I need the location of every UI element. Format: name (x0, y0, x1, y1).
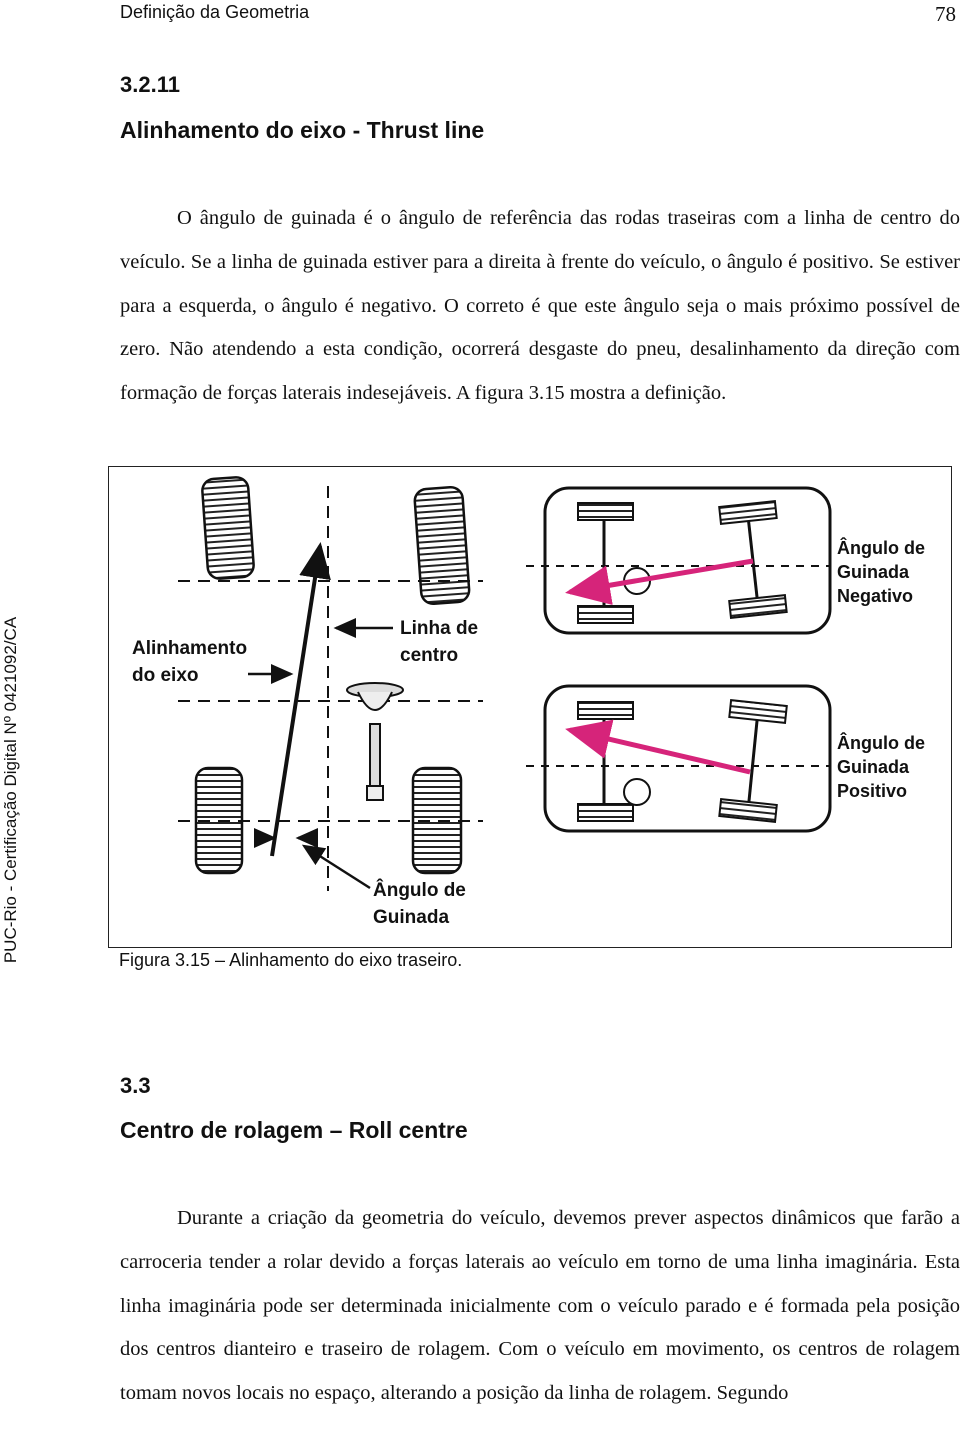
body-paragraph: O ângulo de guinada é o ângulo de referência das rodas traseiras com a linha de centro do veículo. Se a linha de guinada estiver para a direita à frente do veículo, o ângulo é positivo. Se estiver para a esquerda, o ângulo é negativo. O correto é que este ângulo seja o mais próximo possível de zero. Não atendendo a esta condição, ocorrerá desgaste do pneu, desalinhamento da direção com formação de forças laterais indesejáveis. A figura 3.15 mostra a definição. (120, 207, 960, 405)
running-header: Definição da Geometria (120, 2, 310, 22)
section-number: 3.2.11 (120, 72, 180, 97)
section-number: 3.3 (120, 1073, 151, 1098)
figure-caption: Figura 3.15 – Alinhamento do eixo traseiro. (119, 950, 466, 971)
body-paragraph: Durante a criação da geometria do veículo, devemos prever aspectos dinâmicos que farão a carroceria tender a rolar devido a forças laterais ao veículo em torno de uma linha imaginária. Esta linha imaginária pode ser determinada inicialmente com o veículo parado e é formada pela posição dos centros dianteiro e traseiro de rolagem. Com o veículo em movimento, os centros de rolagem tomam novos locais no espaço, alterando a posição da linha de rolagem. Segundo (120, 1207, 960, 1405)
yaw-leader (304, 846, 370, 888)
yaw-label-2: Guinada (373, 907, 450, 928)
car-negative-yaw (526, 488, 925, 633)
certification-stamp: PUC-Rio - Certificação Digital Nº 0421092/CA (1, 616, 20, 964)
positive-yaw-label-1: Ângulo de (837, 733, 925, 753)
section-title: Alinhamento do eixo - Thrust line (120, 117, 485, 143)
thrust-line-label-2: do eixo (132, 665, 199, 686)
negative-yaw-label-2: Guinada (837, 562, 910, 582)
front-left-tire (202, 477, 255, 580)
front-right-tire (414, 486, 470, 604)
section-title: Centro de rolagem – Roll centre (120, 1117, 468, 1143)
thrust-line-label-1: Alinhamento (132, 638, 248, 659)
negative-yaw-label-3: Negativo (837, 586, 914, 606)
positive-yaw-label-3: Positivo (837, 781, 908, 801)
differential-icon (347, 683, 403, 800)
yaw-label-1: Ângulo de (373, 880, 466, 901)
page-number: 78 (935, 2, 956, 26)
center-line-label-2: centro (400, 645, 459, 666)
center-line-label-1: Linha de (400, 618, 479, 639)
thrust-line-diagram (108, 466, 952, 948)
car-positive-yaw (526, 686, 925, 831)
positive-yaw-label-2: Guinada (837, 757, 910, 777)
negative-yaw-label-1: Ângulo de (837, 538, 925, 558)
left-diagram (132, 477, 483, 928)
